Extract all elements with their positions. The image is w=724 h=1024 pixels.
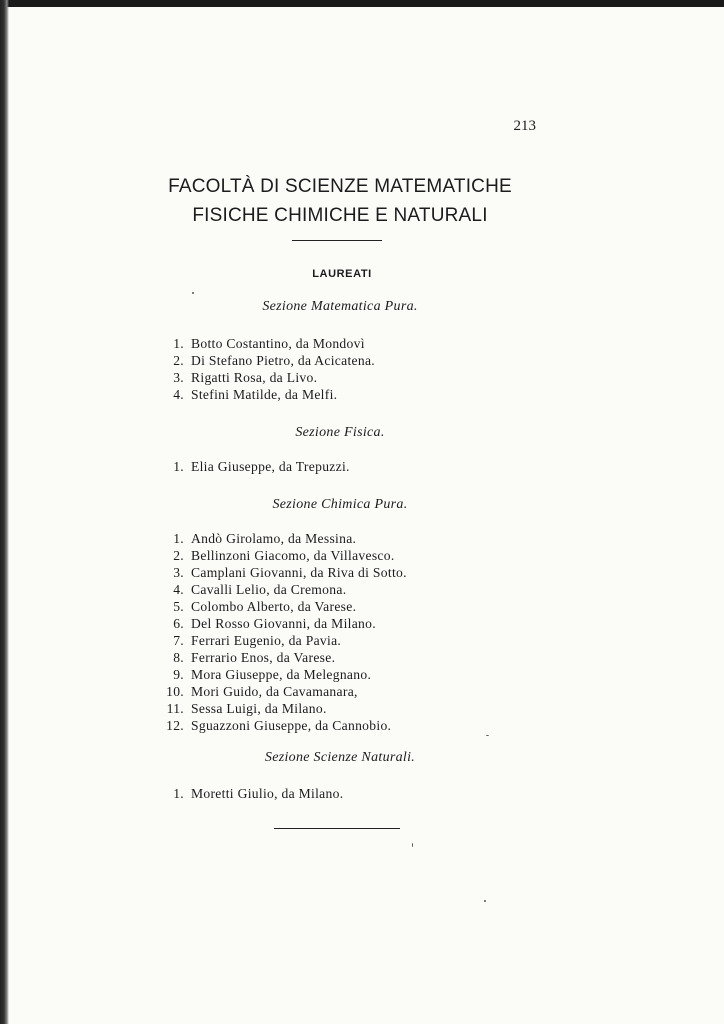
entry-number: 1.	[173, 786, 184, 801]
section-title-matematica-pura: Sezione Matematica Pura.	[262, 299, 418, 314]
title-divider	[292, 240, 382, 241]
entry-text: Ferrario Enos, da Varese.	[191, 650, 336, 665]
entry-text: Cavalli Lelio, da Cremona.	[191, 582, 347, 597]
list-item	[160, 564, 407, 581]
scan-top-edge	[0, 0, 724, 7]
entry-text: Moretti Giulio, da Milano.	[191, 786, 344, 801]
entry-text: Bellinzoni Giacomo, da Villavesco.	[191, 548, 395, 563]
entry-text: Botto Costantino, da Mondovì	[191, 336, 365, 351]
entry-number: 1.	[173, 336, 184, 351]
list-item	[160, 598, 407, 615]
scan-speck	[412, 843, 413, 847]
scan-speck	[484, 900, 486, 902]
entry-text: Di Stefano Pietro, da Acicatena.	[191, 353, 375, 368]
entry-text: Colombo Alberto, da Varese.	[191, 599, 357, 614]
entry-text: Andò Girolamo, da Messina.	[191, 531, 357, 546]
entry-number: 8.	[173, 650, 184, 665]
entry-number: 1.	[173, 459, 184, 474]
list-item	[160, 352, 375, 369]
entry-text: Rigatti Rosa, da Livo.	[191, 370, 318, 385]
list-item	[160, 683, 407, 700]
entry-number: 3.	[173, 565, 184, 580]
entry-number: 9.	[173, 667, 184, 682]
entry-text: Sessa Luigi, da Milano.	[191, 701, 327, 716]
laureati-heading: LAUREATI	[312, 268, 372, 280]
section-title-chimica-pura: Sezione Chimica Pura.	[272, 497, 408, 512]
graduate-list-matematica-pura	[160, 335, 375, 403]
entry-number: 4.	[173, 582, 184, 597]
scan-speck	[486, 735, 489, 736]
entry-text: Ferrari Eugenio, da Pavia.	[191, 633, 342, 648]
entry-number: 4.	[173, 387, 184, 402]
closing-divider	[274, 828, 400, 829]
entry-text: Camplani Giovanni, da Riva di Sotto.	[191, 565, 407, 580]
scan-binding-edge	[0, 0, 9, 1024]
entry-number: 7.	[173, 633, 184, 648]
faculty-title-line-1: FACOLTÀ DI SCIENZE MATEMATICHE	[168, 176, 512, 197]
list-item	[160, 581, 407, 598]
list-item	[160, 335, 375, 352]
entry-text: Stefini Matilde, da Melfi.	[191, 387, 338, 402]
entry-number: 2.	[173, 353, 184, 368]
entry-number: 5.	[173, 599, 184, 614]
list-item	[160, 547, 407, 564]
list-item	[160, 458, 350, 475]
entry-number: 12.	[166, 718, 184, 733]
entry-text: Elia Giuseppe, da Trepuzzi.	[191, 459, 350, 474]
list-item	[160, 386, 375, 403]
entry-number: 3.	[173, 370, 184, 385]
entry-text: Sguazzoni Giuseppe, da Cannobio.	[191, 718, 392, 733]
faculty-title-line-2: FISICHE CHIMICHE E NATURALI	[192, 205, 488, 226]
entry-text: Mora Giuseppe, da Melegnano.	[191, 667, 372, 682]
list-item	[160, 369, 375, 386]
list-item	[160, 700, 407, 717]
list-item	[160, 615, 407, 632]
entry-number: 11.	[166, 701, 184, 716]
scan-speck	[192, 292, 194, 294]
list-item	[160, 649, 407, 666]
entry-text: Del Rosso Giovanni, da Milano.	[191, 616, 376, 631]
list-item	[160, 785, 343, 802]
graduate-list-scienze-naturali	[160, 785, 343, 802]
graduate-list-fisica	[160, 458, 350, 475]
page-number: 213	[513, 118, 536, 134]
section-title-fisica: Sezione Fisica.	[295, 425, 385, 440]
list-item	[160, 717, 407, 734]
list-item	[160, 666, 407, 683]
section-title-scienze-naturali: Sezione Scienze Naturali.	[264, 750, 416, 765]
graduate-list-chimica-pura	[160, 530, 407, 734]
list-item	[160, 632, 407, 649]
entry-number: 2.	[173, 548, 184, 563]
entry-number: 10.	[166, 684, 184, 699]
list-item	[160, 530, 407, 547]
entry-text: Mori Guido, da Cavamanara,	[191, 684, 358, 699]
entry-number: 1.	[173, 531, 184, 546]
entry-number: 6.	[173, 616, 184, 631]
